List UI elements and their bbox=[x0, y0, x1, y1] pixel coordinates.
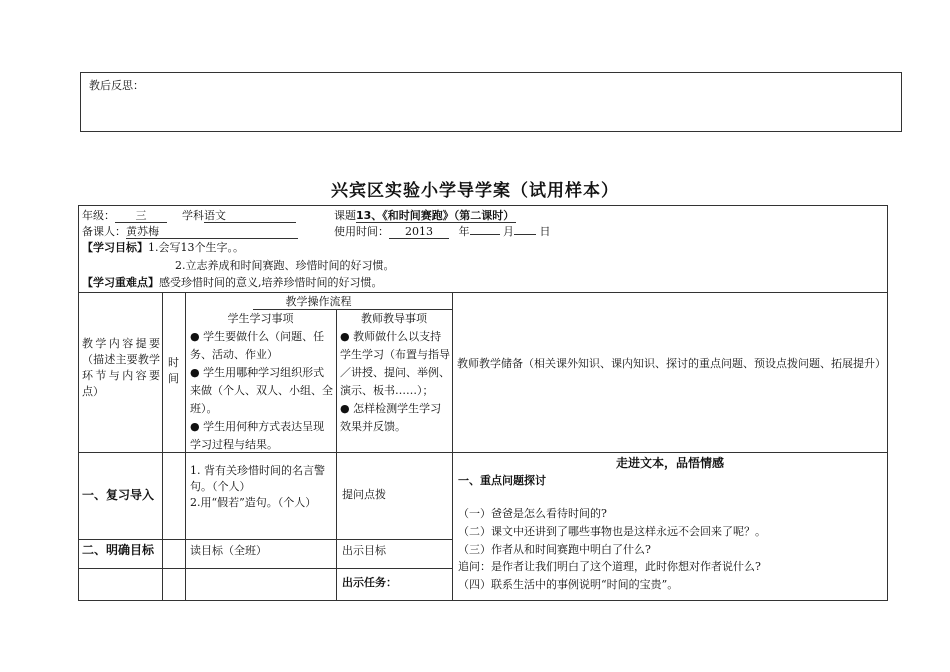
subject-label: 学科 bbox=[182, 209, 204, 222]
goals-label: 【学习目标】 bbox=[82, 241, 148, 254]
student-column-header: 学生学习事项 bbox=[227, 312, 294, 325]
goal-label: 二、明确目标 bbox=[82, 543, 155, 557]
teacher-item: ● 怎样检测学生学习效果并反馈。 bbox=[340, 402, 442, 433]
student-items bbox=[190, 328, 334, 454]
day-unit: 日 bbox=[539, 225, 551, 238]
reserve-header: 教师教学储备（相关课外知识、课内知识、探讨的重点问题、预设点拨问题、拓展提升） bbox=[457, 357, 886, 370]
reserve-heading: 走进文本，品悟情感 bbox=[615, 456, 724, 470]
question-4: （四）联系生活中的事例说明“时间的宝贵”。 bbox=[458, 578, 679, 591]
date-year-value: 2013 bbox=[389, 226, 449, 239]
teacher-items bbox=[340, 328, 450, 436]
grade-field bbox=[82, 208, 167, 223]
goal-teacher: 出示目标 bbox=[342, 544, 386, 557]
month-unit: 月 bbox=[503, 225, 514, 238]
lesson-label: 课题 bbox=[334, 209, 356, 222]
goal-student: 读目标（全班） bbox=[190, 544, 267, 557]
goal-item-1: 1.会写13个生字。。 bbox=[148, 241, 244, 254]
subject-value: 语文 bbox=[204, 210, 296, 223]
review-label: 一、复习导入 bbox=[82, 488, 155, 502]
content-outline-header: 教学内容提要（描述主要教学环节与内容要点） bbox=[82, 337, 160, 398]
teacher-item: ● 教师做什么以支持学生学习（布置与指导／讲授、提问、举例、演示、板书……）； bbox=[340, 330, 450, 397]
lesson-value: 13、《和时间赛跑》（第二课时） bbox=[356, 209, 515, 222]
date-label: 使用时间： bbox=[334, 225, 389, 238]
time-header: 时间 bbox=[168, 356, 179, 385]
review-student-item: 2.用“假若”造句。（个人） bbox=[190, 496, 317, 509]
task-teacher: 出示任务： bbox=[342, 576, 397, 589]
question-followup: 追问：是作者让我们明白了这个道理，此时你想对作者说什么? bbox=[458, 560, 761, 573]
question-1: （一）爸爸是怎么看待时间的? bbox=[458, 507, 607, 520]
year-unit: 年 bbox=[458, 225, 470, 238]
grade-value: 三 bbox=[115, 210, 167, 223]
student-item: ● 学生要做什么（问题、任务、活动、作业） bbox=[190, 330, 325, 361]
review-teacher: 提问点拨 bbox=[342, 488, 386, 501]
process-header: 教学操作流程 bbox=[285, 295, 352, 308]
teacher-field bbox=[82, 224, 298, 239]
teacher-label: 备课人： bbox=[82, 225, 126, 238]
student-item: ● 学生用何种方式表达呈现学习过程与结果。 bbox=[190, 420, 325, 451]
lesson-field bbox=[334, 208, 516, 223]
key-points-text: 感受珍惜时间的意义,培养珍惜时间的好习惯。 bbox=[159, 276, 383, 289]
grade-label: 年级： bbox=[82, 209, 115, 222]
reflection-box bbox=[80, 72, 902, 132]
key-points bbox=[82, 275, 383, 290]
reserve-subheading: 一、重点问题探讨 bbox=[458, 474, 546, 487]
review-student bbox=[190, 463, 334, 511]
question-3: （三）作者从和时间赛跑中明白了什么? bbox=[458, 543, 651, 556]
teacher-value: 黄苏梅 bbox=[126, 226, 298, 239]
key-points-label: 【学习重难点】 bbox=[82, 276, 159, 289]
subject-field bbox=[182, 208, 296, 223]
question-2: （二）课文中还讲到了哪些事物也是这样永远不会回来了呢？。 bbox=[458, 525, 766, 538]
goal-item-2: 2.立志养成和时间赛跑、珍惜时间的好习惯。 bbox=[175, 259, 395, 272]
reflection-label: 教后反思： bbox=[89, 79, 144, 92]
teacher-column-header: 教师教导事项 bbox=[361, 312, 427, 325]
page-title: 兴宾区实验小学导学案（试用样本） bbox=[331, 181, 619, 201]
learning-goals bbox=[82, 240, 244, 255]
review-student-item: 1. 背有关珍惜时间的名言警句。（个人） bbox=[190, 464, 325, 493]
date-field bbox=[334, 224, 551, 239]
student-item: ● 学生用哪种学习组织形式来做（个人、双人、小组、全班）。 bbox=[190, 366, 333, 415]
